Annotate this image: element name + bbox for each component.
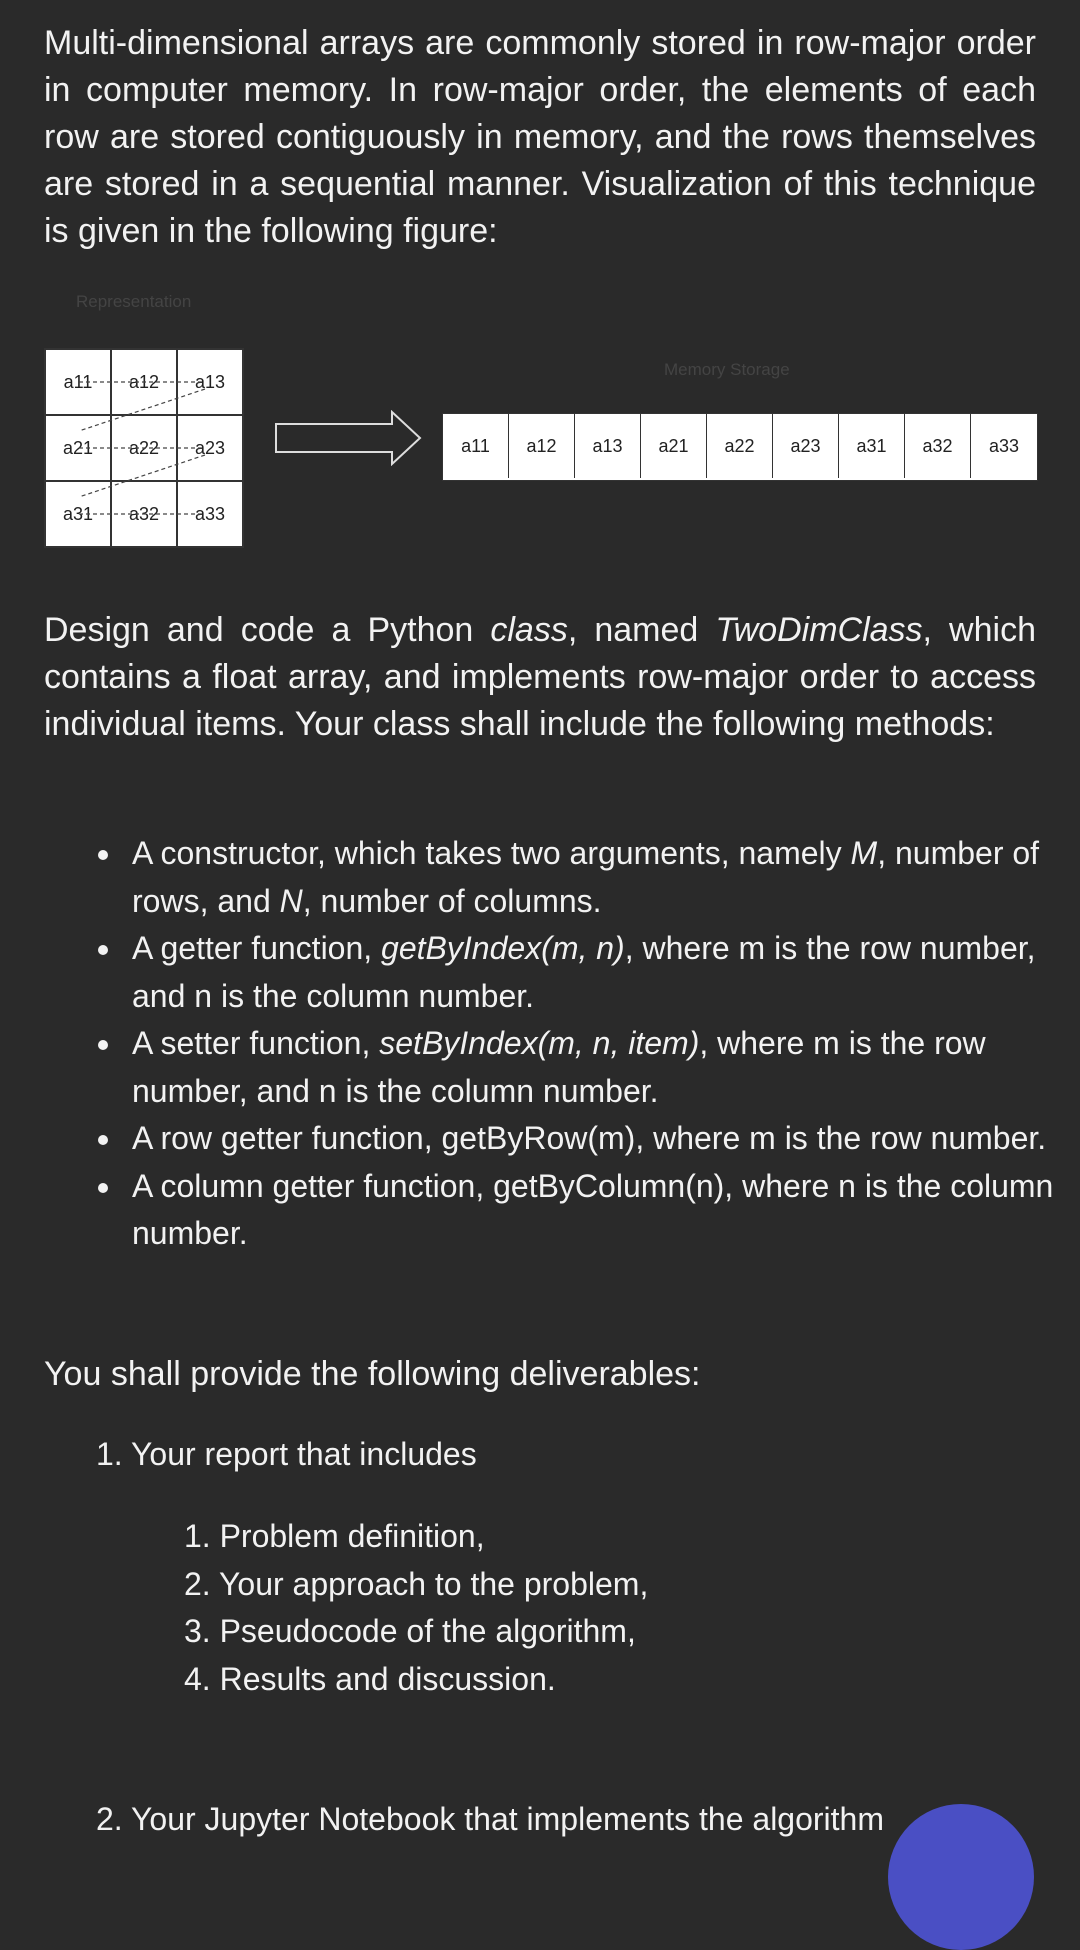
grid-cell: a22 [111,415,177,481]
row-major-figure [44,292,1036,552]
grid-cell: a31 [45,481,111,547]
grid-cell: a23 [177,415,243,481]
design-paragraph [44,607,1036,748]
design-text-1: Design and code a Python [44,611,491,649]
list-item: A constructor, which takes two arguments, namely M, number of rows, and N, number of columns. [132,830,1080,925]
list-item: A setter function, setByIndex(m, n, item), where m is the row number, and n is the column number. [132,1020,1080,1115]
list-item: A row getter function, getByRow(m), where m is the row number. [132,1115,1080,1163]
intro-paragraph [44,20,1036,255]
grid-cell: a21 [45,415,111,481]
grid-cell: a13 [177,349,243,415]
grid-cell: a32 [111,481,177,547]
list-item: A column getter function, getByColumn(n), where n is the column number. [132,1163,1080,1258]
memory-row [442,413,1038,481]
memory-cell: a33 [988,435,1020,456]
grid-cell: a12 [111,349,177,415]
design-text-3: , which contains a float array, and implements row-major order to access individual items. Your class shall include the following methods: [44,611,1036,743]
list-item: 3. Pseudocode of the algorithm, [184,1613,636,1649]
intro-text: Multi-dimensional arrays are commonly stored in row-major order in computer memory. In row-major order, the elements of each row are stored contiguously in memory, and the rows themselves are stored in a sequential manner. Visualization of this technique is given in the following figure: [44,24,1036,250]
class-name: TwoDimClass [715,611,923,649]
floating-action-button[interactable] [888,1804,1034,1950]
list-item: 4. Results and discussion. [184,1660,556,1697]
methods-list [88,830,1080,1258]
memory-cell: a13 [575,414,641,478]
deliverable-report: 1. Your report that includes [96,1436,477,1472]
report-sub-list [184,1513,648,1703]
memory-cell: a32 [905,414,971,478]
memory-cell: a21 [641,414,707,478]
memory-cell: a11 [443,414,509,478]
deliverable-notebook: 2. Your Jupyter Notebook that implements the algorithm [96,1801,884,1837]
list-item: 2. Your approach to the problem, [184,1565,649,1602]
memory-cell: a31 [839,414,905,478]
traversal-arrows [45,349,245,549]
list-item: 1. Problem definition, [184,1518,485,1554]
grid-cell: a33 [177,481,243,547]
matrix-grid [44,348,244,548]
memory-storage-label: Memory Storage [664,360,790,379]
memory-cell: a12 [509,414,575,478]
figure-panel [44,292,1036,552]
list-item: A getter function, getByIndex(m, n), where m is the row number, and n is the column number. [132,925,1080,1020]
design-text-2: , named [567,611,716,649]
right-arrow-icon [274,410,424,466]
memory-cell: a22 [707,414,773,478]
grid-cell: a11 [45,349,111,415]
representation-label: Representation [76,292,192,311]
deliverables-heading: You shall provide the following deliverables: [44,1355,701,1393]
memory-cell: a23 [773,414,839,478]
design-class-word: class [490,611,568,649]
